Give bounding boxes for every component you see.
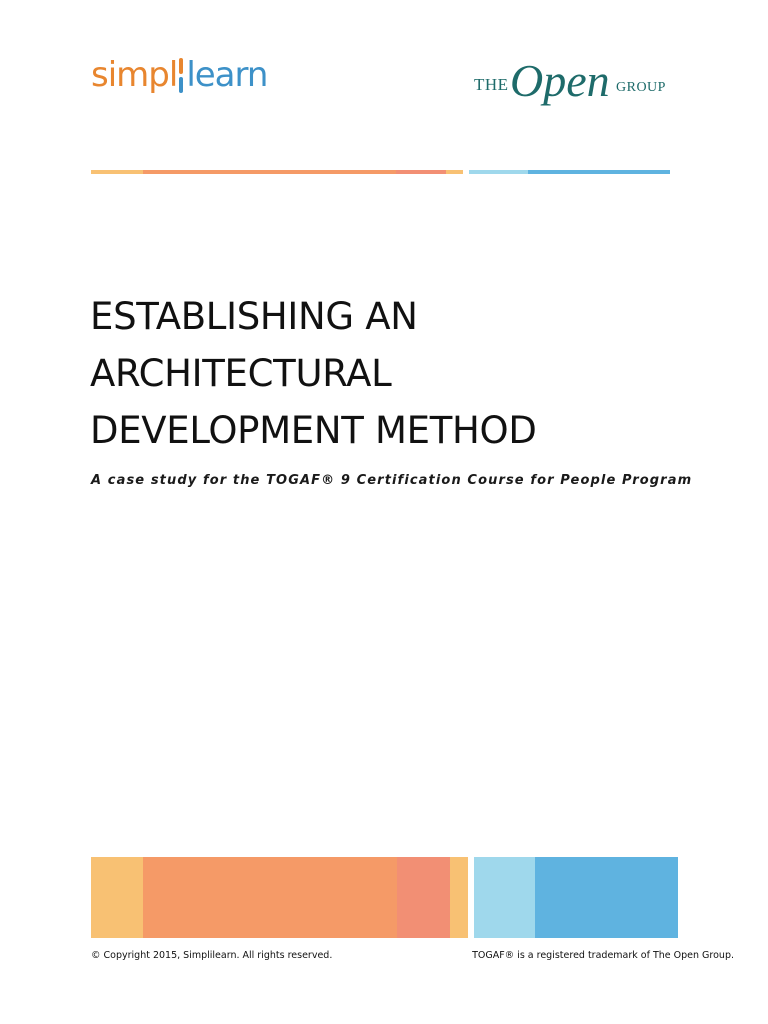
top-band-segment-light-blue [469, 170, 528, 174]
bottom-band-segment-light-orange-2 [450, 857, 468, 938]
top-band-segment-light-orange-2 [446, 170, 463, 174]
title-line-2: ARCHITECTURAL [90, 352, 392, 395]
top-band-segment-salmon [396, 170, 446, 174]
title-line-1: ESTABLISHING AN [90, 295, 418, 338]
top-band-segment-orange [143, 170, 396, 174]
open-group-logo-the: THE [474, 75, 509, 94]
open-group-logo-group: GROUP [616, 80, 666, 95]
title-line-3: DEVELOPMENT METHOD [90, 409, 537, 452]
top-band-segment-light-orange [91, 170, 143, 174]
bottom-band-segment-blue [535, 857, 678, 938]
simplilearn-logo [91, 50, 267, 100]
document-title [90, 288, 537, 459]
top-band-segment-blue [528, 170, 670, 174]
simplilearn-logo-part1: simpl [91, 55, 178, 95]
bottom-band-segment-salmon [397, 857, 450, 938]
copyright-text: © Copyright 2015, Simplilearn. All rights reserved. [91, 950, 333, 961]
trademark-text: TOGAF® is a registered trademark of The Open Group. [472, 950, 734, 961]
simplilearn-logo-mark [179, 54, 184, 94]
bottom-band-segment-light-blue [474, 857, 535, 938]
bottom-band-segment-light-orange [91, 857, 143, 938]
open-group-logo-open: Open [510, 55, 610, 106]
document-subtitle: A case study for the TOGAF® 9 Certification Course for People Program [91, 473, 693, 488]
bottom-band-segment-orange [143, 857, 397, 938]
simplilearn-logo-part2: learn [186, 55, 268, 95]
